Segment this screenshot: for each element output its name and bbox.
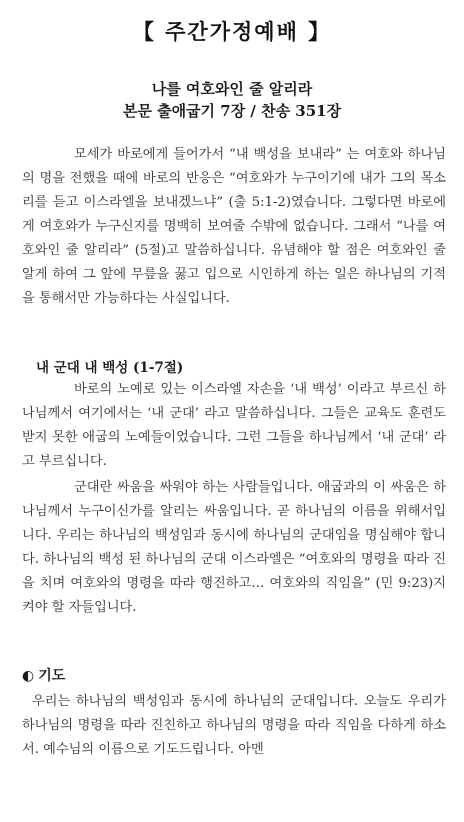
scripture-reference: 본문 출애굽기 7장 / 찬송 351장 — [122, 102, 342, 120]
prayer-heading-label: 기도 — [38, 668, 66, 684]
section-paragraph-1: 바로의 노예로 있는 이스라엘 자손을 ‘내 백성’ 이라고 부르신 하나님께서 여기에서는 ‘내 군대’ 라고 말씀하십니다. 그들은 교육도 훈련도 받지 못한 애굽의 노예들이었습니다. 그런 그들을 하나님께서 ‘내 군대’ 라고 부르십니다. — [22, 382, 446, 469]
half-circle-icon: ◐ — [22, 668, 35, 684]
prayer-text: 우리는 하나님의 백성임과 동시에 하나님의 군대입니다. 오늘도 우리가 하나님의 명령을 따라 진친하고 하나님의 명령을 따라 직임을 다하게 하소서. 예수님의 이름으로 기도드립니다. 아멘 — [22, 694, 446, 757]
sermon-title: 나를 여호와인 줄 알리라 — [151, 80, 313, 98]
section-heading: 내 군대 내 백성 (1-7절) — [36, 360, 184, 376]
page-title: 【 주간가정예배 】 — [132, 20, 332, 44]
section-paragraph-2: 군대란 싸움을 싸워야 하는 사람들입니다. 애굽과의 이 싸움은 하나님께서 누구이신가를 알리는 싸움입니다. 곧 하나님의 이름을 위해서입니다. 우리는 하나님의 백성임과 동시에 하나님의 군대임을 명심해야 합니다. 하나님의 백성 된 하나님의 군대 이스라엘은 “여호와의 명령을 따라 진을 치며 여호와의 명령을 따라 행진하고… 여호와의 직임을” (민 9:23)지켜야 할 자들입니다. — [22, 480, 446, 615]
intro-paragraph: 모세가 바로에게 들어가서 “내 백성을 보내라” 는 여호와 하나님의 명을 전했을 때에 바로의 반응은 “여호와가 누구이기에 내가 그의 목소리를 듣고 이스라엘을 보내겠느냐” (출 5:1-2)였습니다. 그렇다면 바로에게 여호와가 누구신지를 명백히 보여줄 수밖에 없습니다. 그래서 “나를 여호와인 줄 알리라” (5절)고 말씀하십니다. 유념해야 할 점은 여호와인 줄 알게 하여 그 앞에 무릎을 꿇고 입으로 시인하게 하는 일은 하나님의 기적을 통해서만 가능하다는 사실입니다. — [22, 147, 446, 306]
prayer-heading — [22, 665, 65, 685]
